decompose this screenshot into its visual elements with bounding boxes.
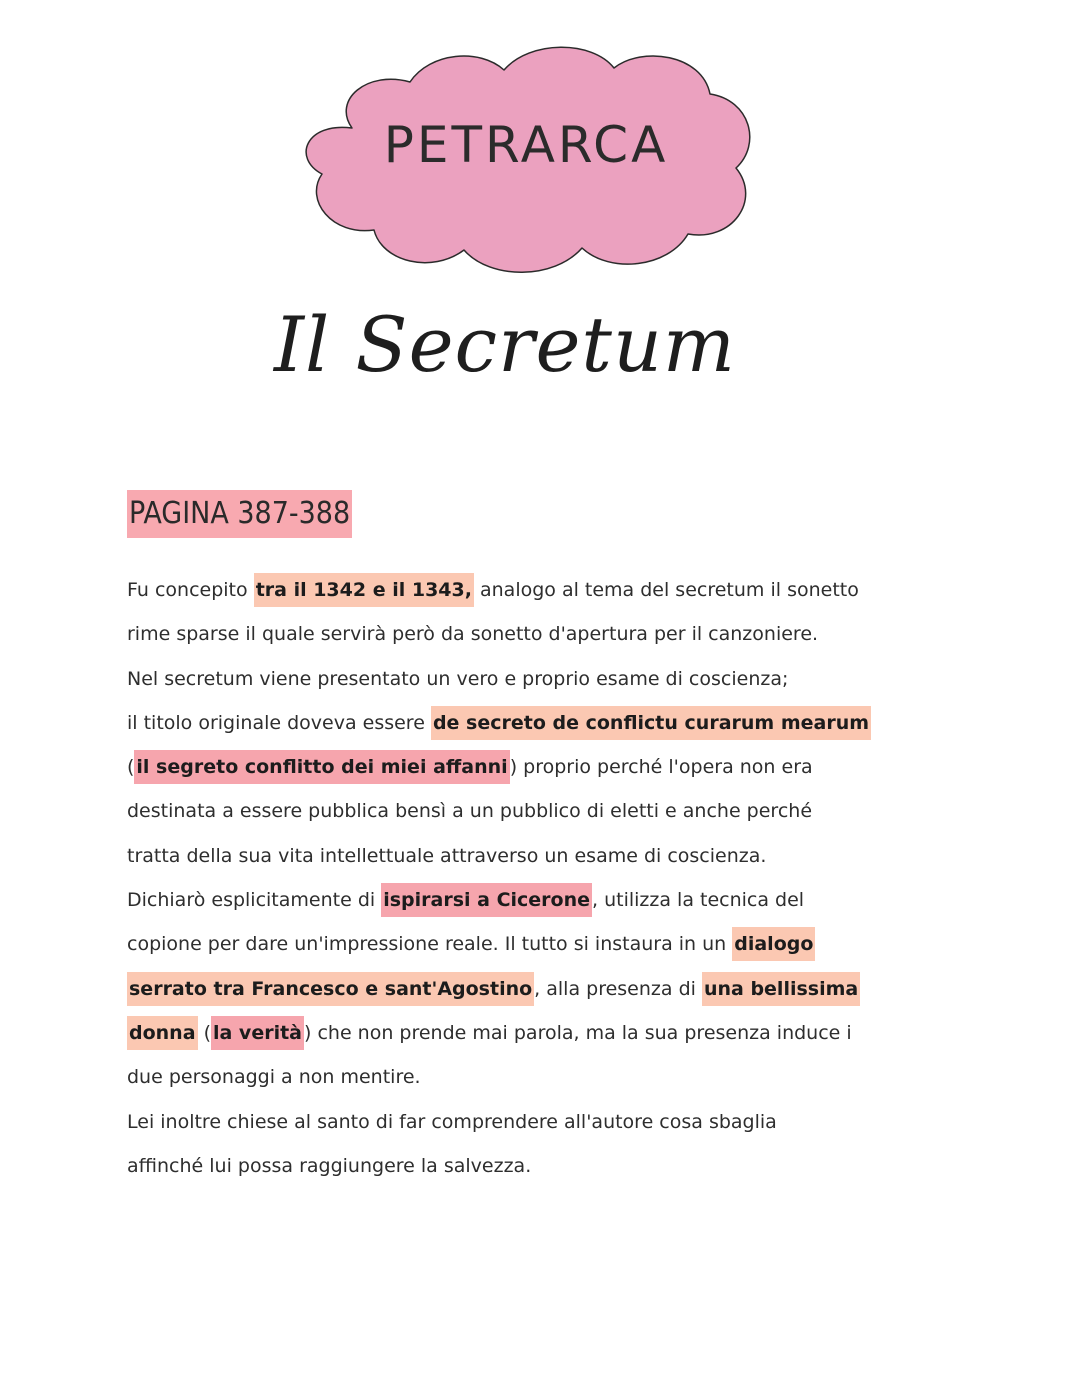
text-line: Lei inoltre chiese al santo di far comprendere all'autore cosa sbaglia [127,1110,777,1133]
text-line: il titolo originale doveva essere de secreto de conflictu curarum mearum [127,701,957,745]
document-title: PETRARCA [383,116,669,174]
text-line: donna ( la verità ) che non prende mai parola, ma la sua presenza induce i [127,1011,957,1055]
highlight: ispirarsi a Cicerone [381,883,592,917]
document-subtitle: Il Secretum [274,300,736,389]
text-line: Fu concepito tra il 1342 e il 1343, analogo al tema del secretum il sonetto [127,568,957,612]
text-line: Dichiarò esplicitamente di ispirarsi a Cicerone , utilizza la tecnica del [127,878,957,922]
text-line: due personaggi a non mentire. [127,1066,421,1089]
text-line: serrato tra Francesco e sant'Agostino , alla presenza di una bellissima [127,967,957,1011]
text-line: ( il segreto conflitto dei miei affanni ) proprio perché l'opera non era [127,745,957,789]
highlight: serrato tra Francesco e sant'Agostino [127,972,534,1006]
highlight: la verità [211,1016,304,1050]
highlight: tra il 1342 e il 1343, [254,573,474,607]
text-line: destinata a essere pubblica bensì a un pubblico di eletti e anche perché [127,800,813,823]
body-paragraph [127,568,957,1188]
highlight: una bellissima [702,972,860,1006]
text-line: copione per dare un'impressione reale. Il tutto si instaura in un dialogo [127,922,957,966]
page-reference-label: PAGINA 387-388 [127,490,352,538]
highlight: donna [127,1016,198,1050]
highlight: dialogo [732,927,815,961]
highlight: de secreto de conflictu curarum mearum [431,706,871,740]
text-line: Nel secretum viene presentato un vero e proprio esame di coscienza; [127,667,789,690]
text-line: rime sparse il quale servirà però da sonetto d'apertura per il canzoniere. [127,623,819,646]
title-cloud [292,40,760,280]
highlight: il segreto conflitto dei miei affanni [134,750,509,784]
text-line: tratta della sua vita intellettuale attraverso un esame di coscienza. [127,844,767,867]
text-line: affinché lui possa raggiungere la salvezza. [127,1154,532,1177]
